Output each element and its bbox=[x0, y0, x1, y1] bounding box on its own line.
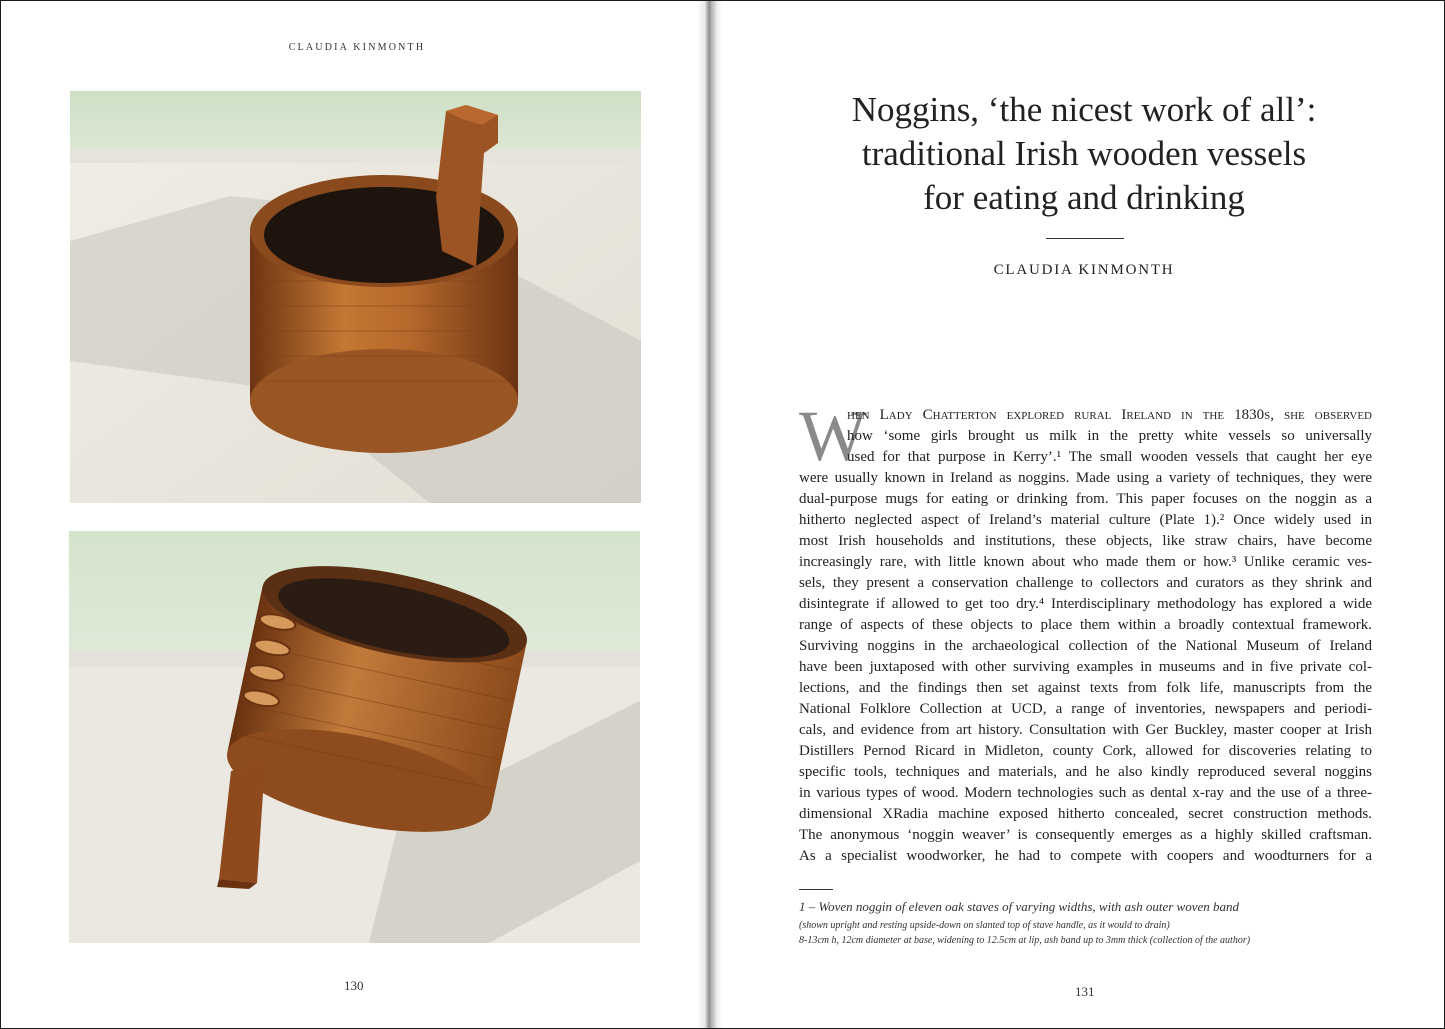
author-byline: CLAUDIA KINMONTH bbox=[993, 262, 1175, 278]
title-rule bbox=[1046, 238, 1124, 239]
title-line: for eating and drinking bbox=[923, 178, 1245, 217]
caption-rule bbox=[799, 889, 833, 890]
body-line: hitherto neglected aspect of Ireland’s material culture (Plate 1).² Once widely used in bbox=[799, 512, 1372, 528]
title-line: traditional Irish wooden vessels bbox=[861, 134, 1307, 173]
body-line: dual-purpose mugs for eating or drinking from. This paper focuses on the noggin as a bbox=[799, 491, 1372, 507]
drop-cap: W bbox=[799, 396, 867, 476]
body-line: As a specialist woodworker, he had to compete with coopers and woodturners for a bbox=[799, 848, 1372, 864]
body-line: have been juxtaposed with other surviving examples in museums and in five private col- bbox=[799, 659, 1372, 675]
running-head: CLAUDIA KINMONTH bbox=[288, 42, 426, 53]
page-number-left: 130 bbox=[344, 978, 364, 993]
left-page bbox=[1, 1, 704, 1028]
title-line: Noggins, ‘the nicest work of all’: bbox=[851, 90, 1317, 129]
body-text bbox=[799, 396, 1372, 867]
photo-noggin-upright bbox=[70, 91, 641, 503]
body-line: dimensional XRadia machine exposed hitherto concealed, secret construction methods. bbox=[799, 806, 1372, 822]
body-line: in various types of wood. Modern technologies such as dental x-ray and the use of a three- bbox=[799, 785, 1372, 801]
body-line: increasingly rare, with little known about who made them or how.³ Unlike ceramic ves- bbox=[799, 554, 1372, 570]
photo-noggin-draining bbox=[69, 531, 640, 943]
body-line: were usually known in Ireland as noggins. Made using a variety of techniques, they were bbox=[799, 470, 1372, 486]
body-line: how ‘some girls brought us milk in the pretty white vessels so universally bbox=[847, 428, 1372, 444]
body-line: lections, and the findings then set against texts from folk life, manuscripts from the bbox=[799, 680, 1372, 696]
page-number-right: 131 bbox=[1075, 984, 1095, 999]
body-line: used for that purpose in Kerry’.¹ The small wooden vessels that caught her eye bbox=[847, 449, 1372, 465]
caption-line: (shown upright and resting upside-down on slanted top of stave handle, as it would to drain) bbox=[799, 920, 1170, 931]
body-line: The anonymous ‘noggin weaver’ is consequently emerges as a highly skilled craftsman. bbox=[799, 827, 1372, 843]
body-line: range of aspects of these objects to place them within a broadly contextual framework. bbox=[799, 617, 1372, 633]
caption-line: 8-13cm h, 12cm diameter at base, widening to 12.5cm at lip, ash band up to 3mm thick (collection of the author) bbox=[799, 935, 1251, 946]
body-line: Surviving noggins in the archaeological collection of the National Museum of Ireland bbox=[799, 638, 1372, 654]
article-title bbox=[809, 88, 1359, 220]
body-line: sels, they present a conservation challenge to collectors and curators as they shrink and bbox=[799, 575, 1372, 591]
body-line: disintegrate if allowed to get too dry.⁴ Interdisciplinary methodology has explored a wide bbox=[799, 596, 1372, 612]
body-line: hen Lady Chatterton explored rural Ireland in the 1830s, she observed bbox=[847, 407, 1372, 423]
body-line: specific tools, techniques and materials, and he also kindly reproduced several noggins bbox=[799, 764, 1372, 780]
body-line: cals, and evidence from art history. Consultation with Ger Buckley, master cooper at Irish bbox=[799, 722, 1372, 738]
book-gutter bbox=[697, 1, 723, 1028]
body-line: National Folklore Collection at UCD, a range of inventories, newspapers and periodi- bbox=[799, 701, 1372, 717]
body-line: Distillers Pernod Ricard in Midleton, county Cork, allowed for discoveries relating to bbox=[799, 743, 1372, 759]
body-line: most Irish households and institutions, these objects, like straw chairs, have become bbox=[799, 533, 1372, 549]
caption-line: 1 – Woven noggin of eleven oak staves of varying widths, with ash outer woven band bbox=[799, 899, 1240, 914]
